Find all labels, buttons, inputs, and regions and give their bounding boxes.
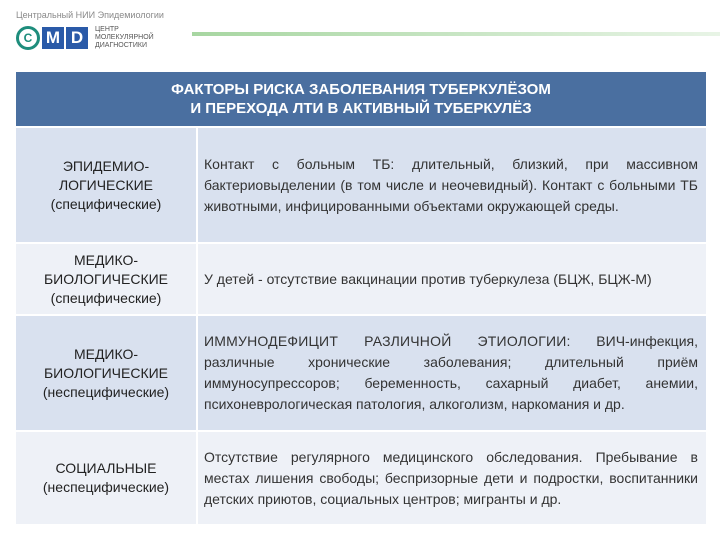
header-title-line2: И ПЕРЕХОДА ЛТИ В АКТИВНЫЙ ТУБЕРКУЛЁЗ xyxy=(190,100,532,117)
factor-cell xyxy=(16,128,196,242)
factor-cell xyxy=(16,244,196,314)
logo-letter-c: C xyxy=(16,26,40,50)
factor-description xyxy=(204,331,698,415)
table-row-social xyxy=(16,432,706,524)
organization-name: Центральный НИИ Эпидемиологии xyxy=(16,10,164,20)
factor-description: Контакт с больным ТБ: длительный, близкий, при массивном бактериовыделении (в том числе и неочевидный). Контакт с больными ТБ животными, инфицированными объектами окружающей среды. xyxy=(204,155,698,214)
logo-letter-m: M xyxy=(42,27,64,49)
logo-subtitle: ЦЕНТР МОЛЕКУЛЯРНОЙ ДИАГНОСТИКИ xyxy=(95,26,154,49)
factor-description: Отсутствие регулярного медицинского обследования. Пребывание в местах лишения свободы; беспризорные дети и подростки, воспитанники детских приютов, социальных центров; мигранты и др. xyxy=(204,448,698,507)
factor-name-line2: БИОЛОГИЧЕСКИЕ xyxy=(43,270,169,287)
immunodeficiency-heading: ИММУНОДЕФИЦИТ РАЗЛИЧНОЙ ЭТИОЛОГИИ xyxy=(204,333,567,349)
factor-name-line1: МЕДИКО- xyxy=(73,251,139,268)
description-cell xyxy=(196,128,706,242)
factor-name-line1: МЕДИКО- xyxy=(73,345,139,362)
description-cell xyxy=(196,316,706,430)
table-row-medbio-specific xyxy=(16,244,706,314)
header-title-line1: ФАКТОРЫ РИСКА ЗАБОЛЕВАНИЯ ТУБЕРКУЛЁЗОМ xyxy=(171,81,551,98)
factor-type: (неспецифические) xyxy=(42,479,170,495)
factor-name-line2: ЛОГИЧЕСКИЕ xyxy=(58,176,154,193)
decorative-top-line xyxy=(192,32,720,36)
column-divider xyxy=(196,128,198,524)
immunodeficiency-text: : ВИЧ-инфекция, различные хронические заболевания; длительный приём иммуносупрессоров; беременность, сахарный диабет, анемии, психоневрологическая патология, алкоголизм, наркомания и др. xyxy=(204,333,698,412)
factor-cell xyxy=(16,316,196,430)
table-row-medbio-nonspecific xyxy=(16,316,706,430)
factor-cell xyxy=(16,432,196,524)
factor-description: У детей - отсутствие вакцинации против туберкулеза (БЦЖ, БЦЖ-М) xyxy=(204,270,652,287)
factor-type: (неспецифические) xyxy=(42,383,170,400)
description-cell xyxy=(196,432,706,524)
description-cell xyxy=(196,244,706,314)
factor-name-line1: СОЦИАЛЬНЫЕ xyxy=(55,460,157,476)
logo-letter-d: D xyxy=(66,27,88,49)
table-row-epidemiological xyxy=(16,128,706,242)
factor-type: (специфические) xyxy=(50,195,162,212)
factor-name-line1: ЭПИДЕМИО- xyxy=(62,157,150,174)
factor-type: (специфические) xyxy=(50,289,162,306)
factor-name-line2: БИОЛОГИЧЕСКИЕ xyxy=(43,364,169,381)
table-header xyxy=(16,72,706,126)
cmd-logo xyxy=(16,26,155,50)
